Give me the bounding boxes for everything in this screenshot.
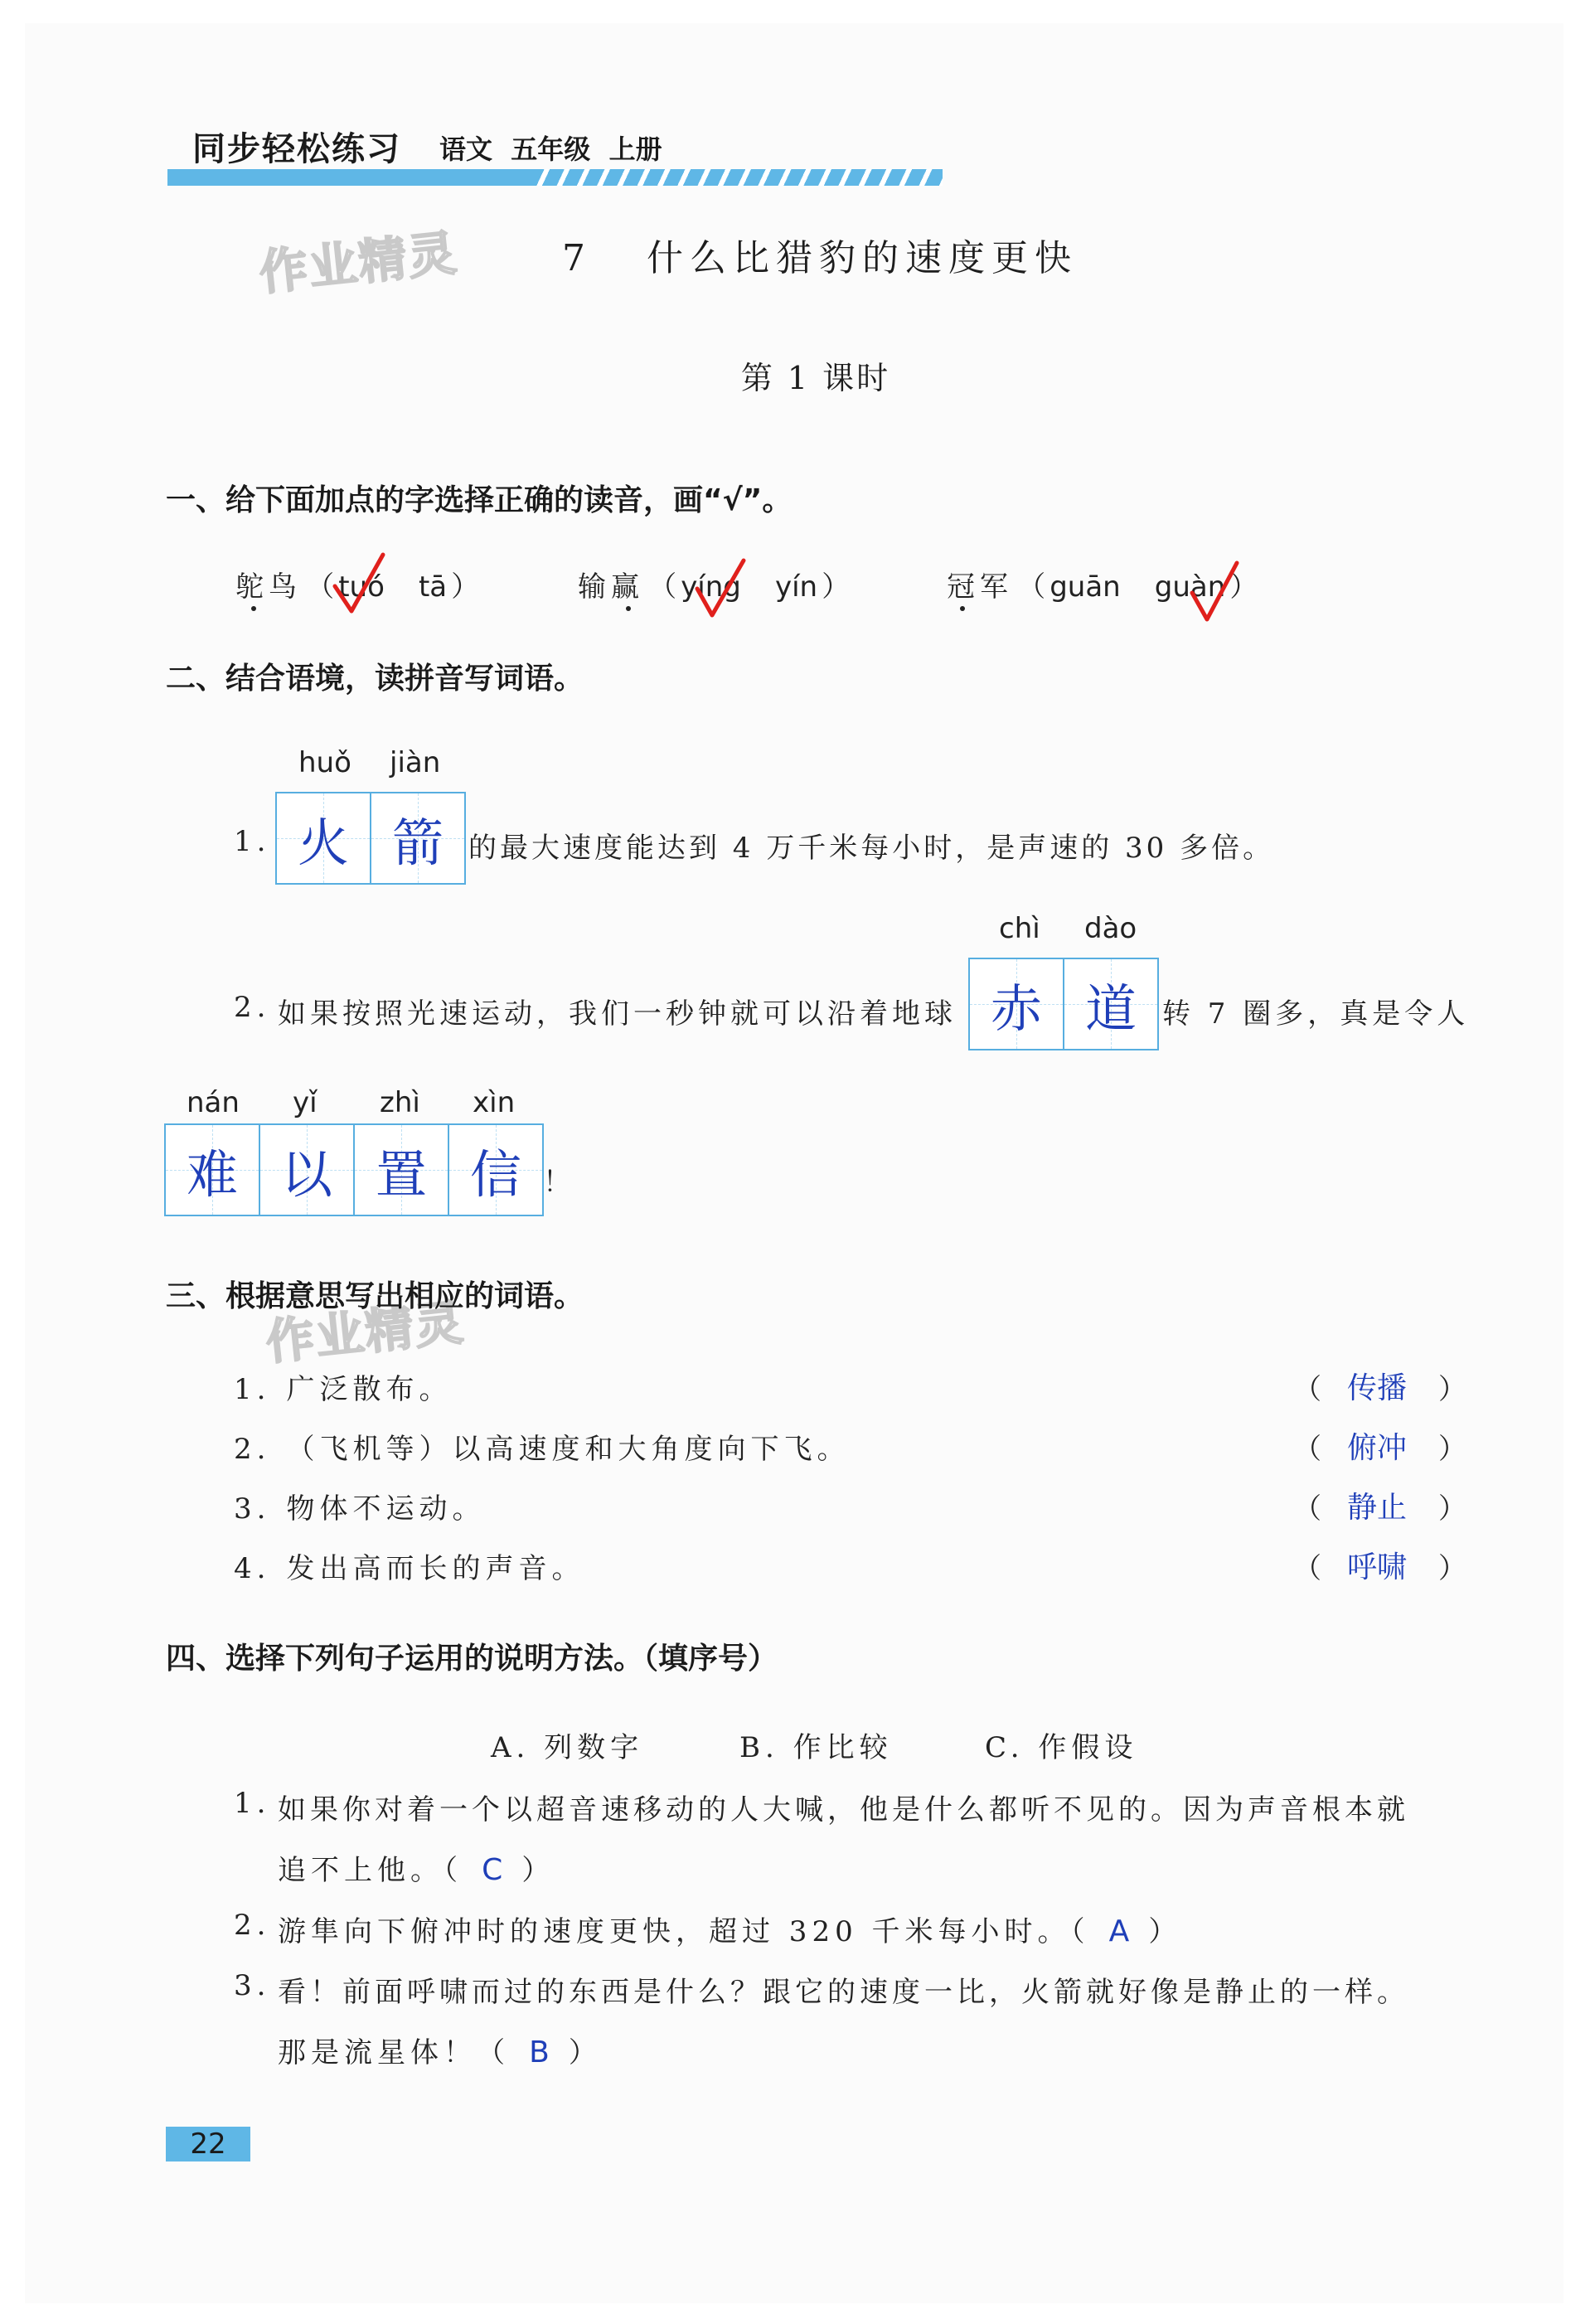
question-text: 的最大速度能达到 4 万千米每小时，是声速的 30 多倍。 [468, 832, 1275, 865]
section-1-heading: 一、给下面加点的字选择正确的读音，画“√”。 [166, 483, 793, 517]
pinyin-label: xìn [473, 1086, 516, 1119]
grid-cell [1063, 959, 1157, 1049]
question-number: 2. [234, 991, 271, 1024]
grid-cell [970, 959, 1063, 1049]
question-line: 游隼向下俯冲时的速度更快，超过 320 千米每小时。（ A ） [278, 1914, 1177, 1948]
word: 输赢 [578, 570, 644, 604]
handwritten-answer: 赤 [990, 978, 1042, 1039]
definition-text: 广泛散布。 [286, 1373, 453, 1406]
grid-cell [353, 1125, 448, 1215]
option-c: C. 作假设 [985, 1731, 1138, 1764]
grid-cell [370, 793, 464, 883]
pinyin-item-3: 冠军 （ guān guàn ） [947, 570, 1258, 604]
handwritten-answer: 以 [280, 1143, 332, 1205]
book-info: 语文 五年级 上册 [439, 133, 662, 165]
grid-cell [259, 1125, 353, 1215]
question-text: 如果你对着一个以超音速移动的人大喊，他是什么都听不见的。因为声音根本就 [278, 1793, 1409, 1827]
question-number: 2. [234, 1909, 271, 1942]
option-2: tā [418, 570, 448, 604]
handwritten-answer: 难 [186, 1143, 238, 1205]
answer-grid [968, 958, 1159, 1050]
pinyin-item-1: 鸵鸟 （ tuó tā ） [235, 570, 480, 604]
handwritten-answer: 道 [1084, 978, 1137, 1039]
handwritten-answer: 传播 [1347, 1371, 1408, 1405]
definition-row [234, 1486, 1461, 1526]
handwritten-answer: 箭 [391, 812, 444, 873]
page-number: 22 [166, 2127, 250, 2161]
section-2-heading: 二、结合语境，读拼音写词语。 [166, 662, 584, 696]
handwritten-answer: 置 [375, 1143, 427, 1205]
section-4-heading: 四、选择下列句子运用的说明方法。（填序号） [166, 1642, 778, 1676]
question-number: 2. [234, 1433, 271, 1466]
pinyin-label: chì [999, 912, 1040, 945]
handwritten-answer: 呼啸 [1347, 1550, 1408, 1584]
emphasis-dot [251, 606, 256, 611]
option-2: yín [774, 570, 818, 604]
pinyin-label: dào [1084, 912, 1137, 945]
option-1: guān [1049, 570, 1121, 604]
emphasis-dot [626, 606, 631, 611]
answer-grid [275, 792, 466, 885]
question-number: 1. [234, 1787, 271, 1820]
watermark: 作业精灵 [256, 224, 461, 302]
pinyin-label: yǐ [293, 1086, 318, 1119]
check-mark-icon [330, 551, 388, 618]
lesson-title: 7 什么比猎豹的速度更快 [562, 237, 1078, 279]
option-b: B. 作比较 [739, 1731, 893, 1764]
definition-row [234, 1426, 1461, 1467]
question-number: 3. [234, 1969, 271, 2002]
lesson-subtitle: 第 1 课时 [740, 360, 891, 396]
pinyin-label: jiàn [390, 746, 441, 779]
pinyin-label: zhì [380, 1086, 420, 1119]
question-line: 追不上他。（ C ） [278, 1853, 550, 1887]
definition-text: （飞机等）以高速度和大角度向下飞。 [286, 1433, 851, 1466]
definition-row [234, 1366, 1461, 1407]
grid-cell [166, 1125, 259, 1215]
handwritten-answer: 火 [297, 812, 349, 873]
option-2: guàn [1154, 570, 1226, 604]
definition-text: 发出高而长的声音。 [286, 1552, 585, 1585]
handwritten-answer: 信 [469, 1143, 521, 1205]
emphasis-dot [960, 606, 965, 611]
section-3-heading: 三、根据意思写出相应的词语。 [166, 1279, 584, 1313]
question-text: 如果按照光速运动，我们一秒钟就可以沿着地球 [278, 997, 957, 1031]
pinyin-label: nán [187, 1086, 240, 1119]
grid-cell [448, 1125, 542, 1215]
option-1: yíng [681, 570, 741, 604]
header-stripe-solid [167, 169, 532, 186]
word: 鸵鸟 [235, 570, 302, 604]
grid-cell [277, 793, 370, 883]
question-text: 看！前面呼啸而过的东西是什么？跟它的速度一比，火箭就好像是静止的一样。 [278, 1976, 1409, 2009]
question-number: 4. [234, 1552, 271, 1585]
answer-grid [164, 1123, 544, 1216]
handwritten-answer: A [1108, 1914, 1130, 1948]
option-a: A. 列数字 [491, 1731, 644, 1764]
check-mark-icon [1185, 560, 1243, 626]
option-1: tuó [338, 570, 385, 604]
exclamation: ！ [543, 1166, 576, 1199]
watermark: 作业精灵 [263, 1293, 468, 1371]
question-line: 那是流星体！（ B ） [278, 2035, 597, 2069]
pinyin-item-2: 输赢 （ yíng yín ） [578, 570, 851, 604]
handwritten-answer: 静止 [1347, 1491, 1408, 1525]
series-title: 同步轻松练习 [192, 130, 401, 168]
question-number: 3. [234, 1492, 271, 1526]
word: 冠军 [947, 570, 1013, 604]
check-mark-icon [692, 556, 750, 622]
definition-row [234, 1545, 1461, 1586]
pinyin-label: huǒ [298, 746, 351, 779]
question-text: 转 7 圈多，真是令人 [1162, 997, 1470, 1031]
definition-text: 物体不运动。 [286, 1492, 486, 1526]
handwritten-answer: 俯冲 [1347, 1431, 1408, 1465]
handwritten-answer: C [482, 1853, 503, 1887]
question-number: 1. [234, 1373, 271, 1406]
handwritten-answer: B [529, 2035, 550, 2069]
question-number: 1. [234, 825, 271, 858]
